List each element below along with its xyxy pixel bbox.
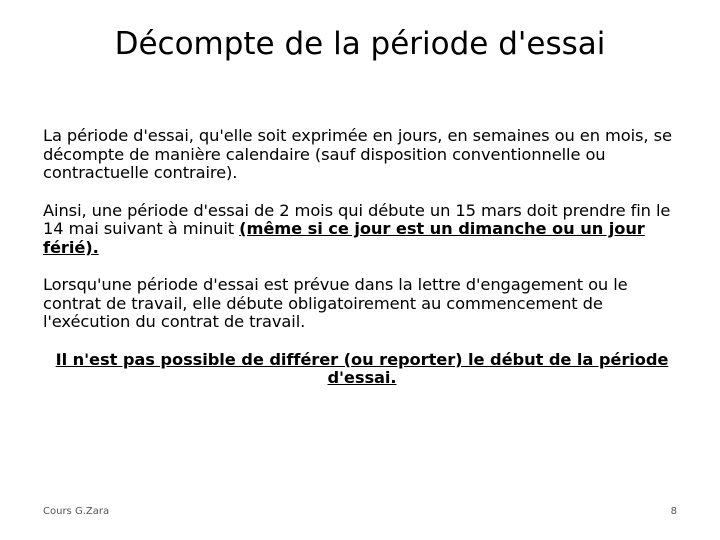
slide-title: Décompte de la période d'essai	[114, 26, 606, 62]
page-number: 8	[670, 506, 677, 517]
paragraph-start-rule: Lorsqu'une période d'essai est prévue dans la lettre d'engagement ou le contrat de travail, elle débute obligatoirement au commencement de l'exécution du contrat de travail.	[43, 275, 628, 331]
example-text: Ainsi, une période d'essai de 2 mois qui débute un 15 mars doit prendre fin le 14 mai suivant à minuit	[43, 200, 671, 238]
footer-author: Cours G.Zara	[43, 506, 110, 517]
example-emphasis: (même si ce jour est un dimanche ou un jour férié).	[43, 219, 645, 257]
slide-body	[43, 127, 675, 407]
paragraph-example	[43, 202, 675, 258]
conclusion-statement: Il n'est pas possible de différer (ou reporter) le début de la période d'essai.	[55, 349, 669, 387]
paragraph-calendar-count: La période d'essai, qu'elle soit exprimée en jours, en semaines ou en mois, se décompte de manière calendaire (sauf disposition conventionnelle ou contractuelle contraire).	[43, 126, 672, 182]
